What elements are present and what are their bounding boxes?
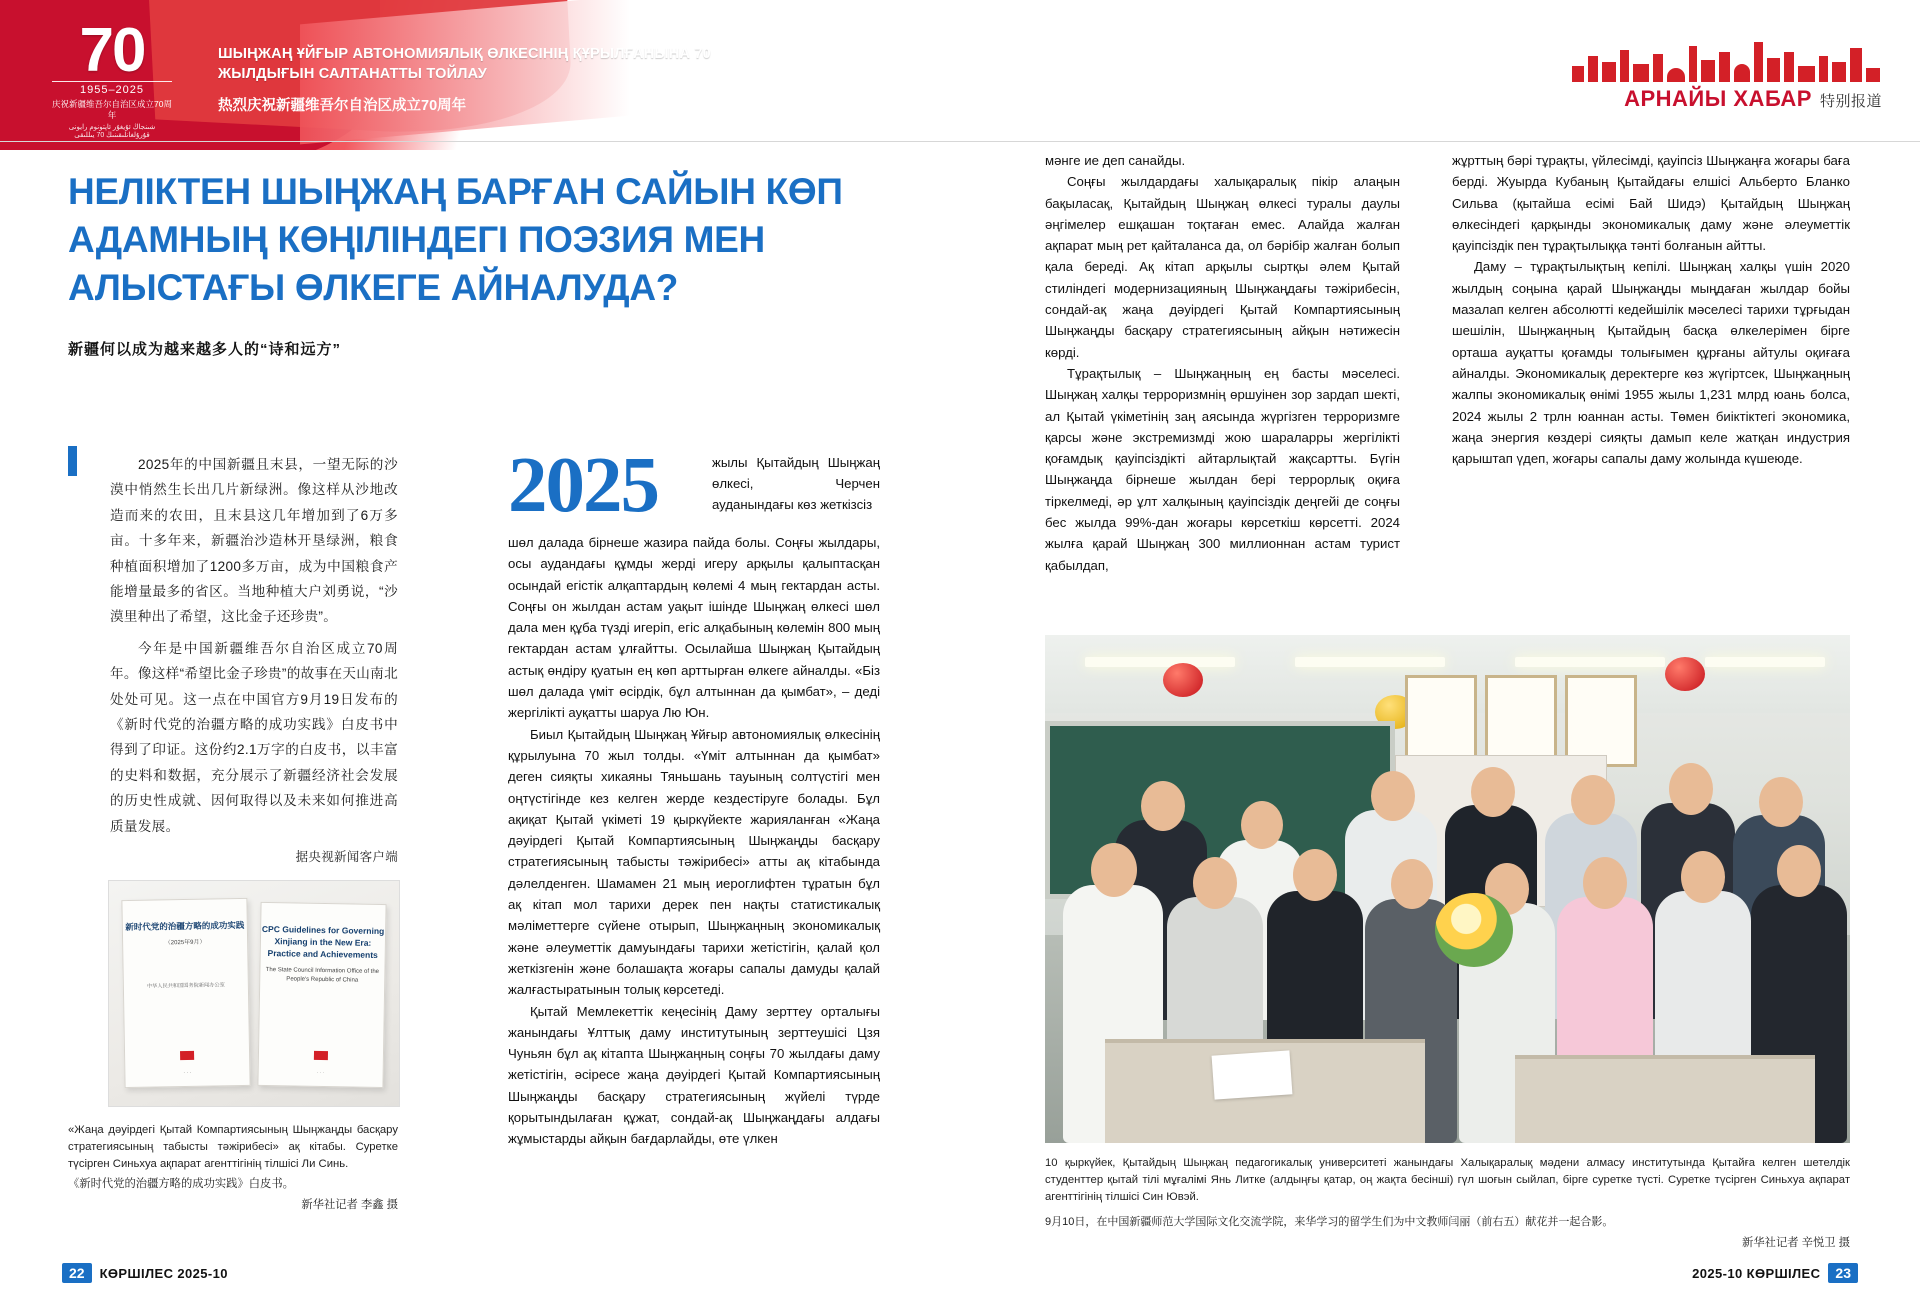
banner-divider [0,141,1920,142]
anniversary-number: 70 [79,16,145,85]
person-head [1241,801,1283,849]
page-gutter [959,150,960,1250]
book2-title: CPC Guidelines for Governing Xinjiang in the New Era: Practice and Achievements [261,923,385,960]
section-label-kazakh: АРНАЙЫ ХАБАР [1624,86,1812,111]
book-english-edition [257,902,386,1088]
page-number-right: 23 [1828,1263,1858,1283]
banner-title-chinese: 热烈庆祝新疆维吾尔自治区成立70周年 [218,98,467,114]
column-d-text [1452,150,1850,469]
group-photo [1045,635,1850,1143]
column-b-text [508,532,880,1150]
section-badge [1572,38,1882,112]
page-number-left: 22 [62,1263,92,1283]
wall-artwork [1485,675,1557,767]
anniversary-chinese: 庆祝新疆维吾尔自治区成立70周年 [52,99,172,120]
anniversary-years: 1955–2025 [52,81,172,96]
page-subtitle: 新疆何以成为越来越多人的“诗和远方” [68,341,342,358]
caption-kazakh: «Жаңа дәуірдегі Қытай Компартиясының Шыңжаңды басқару стратегиясының табысты тәжірибесі» ақ кітабы. Суретке түсірген Синьхуа ақпарат агенттігінің тілшісі Ли Синь. [68,1124,398,1170]
person-head [1777,845,1821,897]
person-head [1759,777,1803,827]
paragraph: 2025年的中国新疆且末县，一望无际的沙漠中悄然生长出几片新绿洲。像这样从沙地改造而来的农田，且末县这几年增加到了6万多亩。十多年来，新疆治沙造林开垦绿洲，粮食种植面积增加了1200多万亩，成为中国粮食产能增量最多的省区。当地种植大户刘勇说，“沙漠里种出了希望，这比金子还珍贵”。 [110,457,398,625]
book1-footer: · · · [183,1069,192,1077]
person-head [1141,781,1185,831]
book-photo [108,880,400,1107]
ceiling-light [1295,657,1445,667]
paragraph: жұрттың бәрі тұрақты, үйлесімді, қауіпсіз Шыңжаңға жоғары баға берді. Жуырда Кубаның Қытайдағы елшісі Альберто Бланко Сильва (қытайша есімі Бай Шидэ) Қытайдың Шыңжаң өлкесіндегі қарқынды экономикалық даму және әлеуметтік қауіпсіздік пен тұрақтылыққа тәнті болғанын айтты. [1452,153,1850,254]
person-head [1091,843,1137,897]
ceiling-light [1085,657,1235,667]
flower-bouquet [1435,893,1513,967]
paragraph: Қытай Мемлекеттік кеңесінің Даму зерттеу орталығы жанындағы Ұлттық даму институтының зерттеушісі Цзя Чуньян бұл ақ кітапта Шыңжаңның соңғы 70 жылдағы даму жетістігін, әсіресе жаңа дәуірдегі Қытай Компартиясының Шыңжаңды басқару стратегиясының жүйелі түрде қорытындылаған құжат, сондай-ақ Шыңжаңдағы алдағы жұмыстарды айқын бағдарлайды, өте үлкен [508,1003,880,1147]
person-head [1371,771,1415,821]
ceiling-light [1705,657,1825,667]
column-b-lead: жылы Қытайдың Шыңжаң өлкесі, Черчен ауданындағы көз жеткізсіз [712,455,880,512]
anniversary-uyghur: شىنجاڭ ئۇيغۇر ئاپتونوم رايونى قۇرۇلغانلىقىنىڭ 70 يىللىقى [68,124,156,139]
paragraph: Тұрақтылық – Шыңжаңның ең басты мәселесі. Шыңжаң халқы терроризмнің өршуінен зор зардап шекті, ал Қытай үкіметінің заң аясында жүргізген терроризмге қарсы және экстремизмді жою шараларры жергілікті қоғамдық қауіпсіздікті айтарлықтай жақсартты. Бүгін Шыңжаңда бірнеше жылдан бері террорлық оқиға тіркелмеді, әр ұлт халқының қауіпсіздік деңгейі де соңғы бес жылда 99%-дан жоғары көрсеткіш көрсетті. 2024 жылға қарай Шыңжаң 300 миллионнан астам турист қабылдап, [1045,365,1400,573]
person-head [1391,859,1433,909]
banner-title-kazakh: ШЫҢЖАҢ ҰЙҒЫР АВТОНОМИЯЛЫҚ ӨЛКЕСІНІҢ ҚҰРЫЛҒАНЫНА 70 ЖЫЛДЫҒЫН САЛТАНАТТЫ ТОЙЛАУ [218,46,711,82]
footer-left [62,1263,228,1283]
person-head [1193,857,1237,909]
person-head [1293,849,1337,901]
footer-label-right: 2025-10 КӨРШІЛЕС [1692,1265,1821,1281]
person-head [1471,767,1515,817]
ceiling-light [1515,657,1665,667]
person-head [1583,857,1627,909]
person-head [1669,763,1713,815]
footer-label-left: КӨРШІЛЕС 2025-10 [99,1265,228,1281]
open-book [1212,1050,1293,1099]
section-label-chinese: 特别报道 [1819,93,1882,110]
book1-title: 新时代党的治疆方略的成功实践 [125,919,245,933]
paragraph: мәнге ие деп санайды. [1045,153,1186,168]
page-title: НЕЛІКТЕН ШЫҢЖАҢ БАРҒАН САЙЫН КӨП АДАМНЫҢ КӨҢІЛІНДЕГІ ПОЭЗИЯ МЕН АЛЫСТАҒЫ ӨЛКЕГЕ АЙНАЛУДА? [68,171,843,308]
caption-kazakh: 10 қыркүйек, Қытайдың Шыңжаң педагогикалық университеті жанындағы Халықаралық мәдени алмасу институтында Қытайға келген шетелдік студенттер қытай тілі мұғалімі Янь Литке (алдыңғы қатар, оң жақта бесінші) гүл шоғын сыйлап, бірге суретке түсті. Суретке түсірген Синьхуа ақпарат агенттігінің тілшісі Син Ювэй. [1045,1157,1850,1203]
anniversary-logo [52,16,172,139]
group-photo-caption [1045,1155,1850,1252]
caption-chinese: 《新时代党的治疆方略的成功实践》白皮书。 [68,1178,294,1190]
book2-subtitle: The State Council Information Office of the People's Republic of China [265,967,380,984]
lantern-decoration [1665,657,1705,691]
banner-title-block [218,44,738,115]
caption-chinese: 9月10日，在中国新疆师范大学国际文化交流学院，来华学习的留学生们为中文教师闫丽（前右五）献花并一起合影。 [1045,1216,1614,1228]
book1-publisher: 中华人民共和国国务院新闻办公室 [146,982,225,990]
skyline-icon [1572,38,1882,82]
section-label [1572,86,1882,112]
paragraph: 今年是中国新疆维吾尔自治区成立70周年。像这样“希望比金子珍贵”的故事在天山南北处处可见。这一点在中国官方9月19日发布的《新时代党的治疆方略的成功实践》白皮书中得到了印证。这份约2.1万字的白皮书，以丰富的史料和数据，充分展示了新疆经济社会发展的历史性成就、因何取得以及未来如何推进高质量发展。 [110,640,398,834]
person-head [1681,851,1725,903]
paragraph-marker [68,446,77,476]
wall-artwork [1565,675,1637,767]
book2-flag-mark [314,1051,328,1060]
book1-flag-mark [180,1051,194,1060]
photo-credit: 新华社记者 辛悦卫 摄 [1742,1237,1850,1249]
classroom-desk [1515,1055,1815,1143]
paragraph: Биыл Қытайдың Шыңжаң Ұйғыр автономиялық өлкесінің құрылуына 70 жыл толды. «Үміт алтыннан да қымбат» деген сияқты хикаяны Тяньшань тауының солтүстігі мен оңтүстігінде кез келген жерде кездестіруге болады. Бұл ақиқат Қытай үкіметі 19 қыркүйекте жарияланған «Жаңа дәуірдегі Қытай Компартиясының Шыңжаңды басқару стратегиясының табысты тәжірибесі» атты ақ кітабында дәлелденген. Шамамен 21 мың иероглифтен тұратын бұл ақ кітап мол тарихи дерек пен нақты статистикалық мәліметтерге сүйене отырып, Шыңжаңның экономикалық және әлеуметтік дамуындағы тарихи жетістігін, қалай қол жеткізгенін және болашақта жоғары сапалы дамуды қалай жалғастыратынын толық көрсетеді. [508,726,880,998]
book-chinese-edition [121,898,250,1088]
book2-footer: · · · [316,1069,325,1077]
person-head [1571,775,1615,825]
source-credit: 据央视新闻客户端 [295,850,398,865]
column-c-text [1045,150,1400,576]
footer-right [1692,1263,1858,1283]
paragraph: Даму – тұрақтылықтың кепілі. Шыңжаң халқы үшін 2020 жылдың соңына қарай Шыңжаңды мыңдаған жылдар бойы мазалап келген абсолютті кедейшілік мәселесі тарихи тұрғыдан шешілін, Шыңжаңның Қытайдың басқа өлкелерімен бірге орташа ауқатты қоғамды толығымен құрғаны айтулы оқиғаға айналды. Экономикалық деректерге көз жүгіртсек, Шыңжаңның жалпы экономикалық өнімі 1955 жылы 1,231 млрд юань болса, 2024 жылы 2 трлн юаннан асты. Төмен биіктіктегі экономика, жаңа энергия көздері сияқты дамып келе жатқан индустрия қарыштап үдеп, жоғары сапалы даму жолында күшеюде. [1452,259,1850,467]
book-photo-caption [68,1122,398,1214]
paragraph: шөл далада бірнеше жазира пайда болы. Соңғы жылдары, осы аудандағы құмды жерді игеру арқылы қалыптасқан осындай егістік алқаптардың көлемі 4 мың гектардан асты. Соңғы он жылдан астам уақыт ішінде Шыңжаң өлкесі шөл дала мен құба түзді игеріп, егіс алқабының көлемін 800 мың гектардан астам ұлғайтты. Осылайша Шыңжаң Қытайдың астық өндіру қуатын ең көп арттырған өлкеге айналды. «Біз шөл далада үміт өсірдік, бұл алтыннан да қымбат», – деді жергілікті ауқатты шаруа Лю Юн. [508,535,880,721]
lantern-decoration [1163,663,1203,697]
wall-artwork [1405,675,1477,767]
book1-subtitle: （2025年9月） [164,939,206,947]
paragraph: Соңғы жылдардағы халықаралық пікір алаңын бақыласақ, Қытайдың Шыңжаң өлкесі туралы даулы әңгімелер ешқашан тоқтаған емес. Алайда жалған ақпарат мың рет қайталанса да, ол бәрібір жалған болып қала береді. Ақ кітап арқылы сыртқы әлем Қытай стиліндегі модернизацияның Шыңжаңдағы тәжірибесін, сондай-ақ жаңа дәуірдегі Қытай Компартиясының Шыңжаңды басқару стратегиясының айқын нәтижесін көрді. [1045,174,1400,360]
photo-credit: 新华社记者 李鑫 摄 [301,1199,398,1211]
top-banner [0,0,1920,150]
drop-cap-year: 2025 [508,442,658,529]
column-a-text [110,452,398,877]
